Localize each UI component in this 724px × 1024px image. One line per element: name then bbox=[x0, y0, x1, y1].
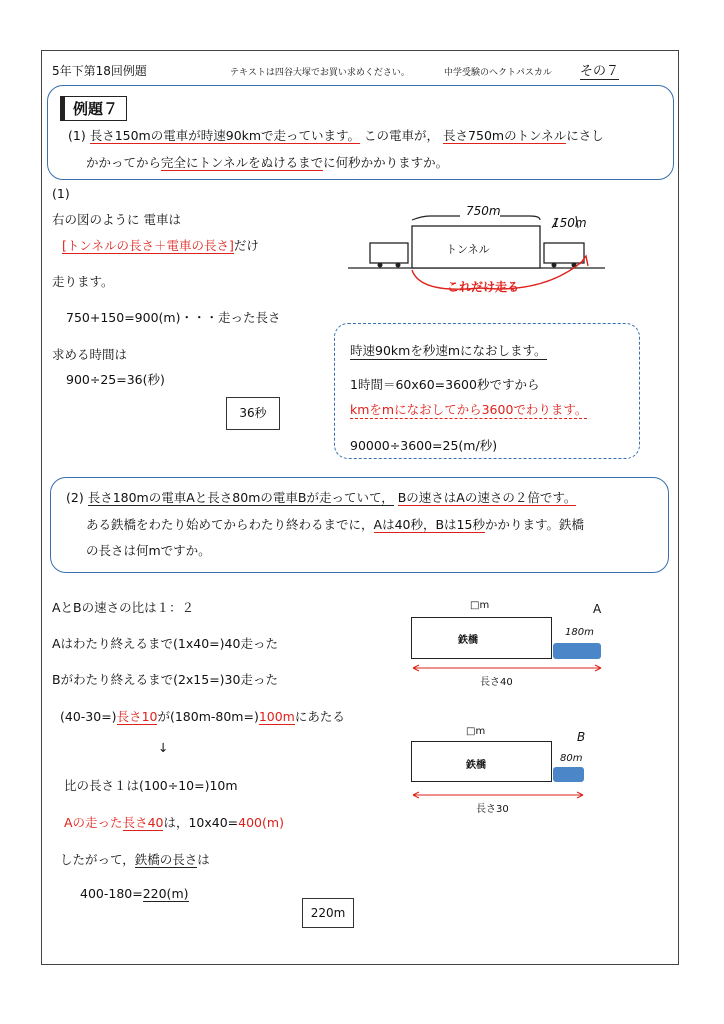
note-l2: 1時間＝60x60=3600秒ですから bbox=[350, 377, 540, 392]
train-b-length: 80m bbox=[560, 753, 583, 764]
sol2-l7b: 鉄橋の長さ bbox=[134, 852, 198, 867]
bridge-a-box-label: □m bbox=[470, 600, 490, 611]
sol2-l4e: にあたる bbox=[294, 709, 345, 724]
sol2-l2: Aはわたり終えるまで(1x40=)40走った bbox=[52, 636, 278, 651]
sol2-l8 bbox=[80, 886, 189, 901]
bridge-a-label: 鉄橋 bbox=[458, 635, 478, 646]
q1-text-end: にさし bbox=[566, 128, 604, 143]
sol2-l4a: (40-30=) bbox=[60, 709, 117, 724]
q1-text bbox=[68, 126, 604, 144]
q1-l2b: 完全にトンネルをぬけるまで bbox=[161, 155, 324, 170]
sol2-l7a: したがって， bbox=[60, 852, 135, 867]
tunnel-label: トンネル bbox=[446, 243, 490, 256]
q2-speed-ratio: Bの速さはAの速さの２倍です。 bbox=[397, 490, 577, 505]
train-a-bar bbox=[553, 643, 601, 659]
train-b-bar bbox=[553, 767, 584, 782]
note-l3: kmをmになおしてから3600でわります。 bbox=[350, 402, 588, 417]
sol1-l5: 求める時間は bbox=[52, 347, 128, 362]
train-length: 150m bbox=[552, 216, 587, 230]
sol2-l6a: Aの走った bbox=[64, 815, 123, 830]
q1-condition: 長さ150mの電車が時速90kmで走っています。 bbox=[89, 128, 361, 143]
sol2-l6b: 長さ40 bbox=[122, 815, 164, 830]
down-arrow: ↓ bbox=[158, 740, 169, 755]
q2-condition: 長さ180mの電車Aと長さ80mの電車Bが走っていて， bbox=[87, 490, 394, 505]
sol2-l5: 比の長さ１は(100÷10=)10m bbox=[64, 778, 238, 793]
tunnel-length: 750m bbox=[466, 204, 501, 218]
page-number: その７ bbox=[580, 60, 619, 80]
q1-l2c: に何秒かかりますか。 bbox=[323, 155, 449, 170]
sol2-l4d: 100m bbox=[258, 709, 295, 724]
sol2-answer: 220m bbox=[302, 898, 354, 928]
train-b-label: B bbox=[577, 730, 586, 744]
sol2-l7 bbox=[60, 850, 210, 868]
length-b-label: 長さ30 bbox=[476, 804, 509, 815]
bridge-a bbox=[411, 617, 552, 659]
q1-number: (1) bbox=[68, 128, 86, 143]
q1-l2a: かかってから bbox=[86, 155, 162, 170]
bridge-b-box-label: □m bbox=[466, 726, 486, 737]
sol1-l2-tail: だけ bbox=[233, 238, 259, 253]
header-note: テキストは四谷大塚でお買い求めください。 bbox=[230, 68, 410, 78]
q2-text bbox=[66, 488, 576, 506]
sol2-l8b: 220(m) bbox=[142, 886, 189, 901]
sol2-l1: AとBの速さの比は１：２ bbox=[52, 600, 195, 615]
sol1-l3: 走ります。 bbox=[52, 274, 114, 289]
sol2-l4c: が(180m-80m=) bbox=[157, 709, 259, 724]
train-a-length: 180m bbox=[565, 627, 594, 638]
sol2-l4b: 長さ10 bbox=[116, 709, 158, 724]
sol2-l6 bbox=[64, 813, 284, 831]
header-brand: 中学受験のヘクトパスカル bbox=[444, 68, 552, 78]
sol2-l6d: 400(m) bbox=[238, 815, 284, 830]
example-title: 例題７ bbox=[60, 96, 127, 121]
sol1-l2-red: [トンネルの長さ＋電車の長さ] bbox=[62, 238, 234, 253]
note-l1: 時速90kmを秒速mになおします。 bbox=[350, 343, 547, 358]
note-l4: 90000÷3600=25(m/秒) bbox=[350, 438, 498, 453]
q1-text-mid: この電車が， bbox=[364, 128, 440, 143]
sol1-l2 bbox=[62, 236, 259, 254]
lesson-title: 5年下第18回例題 bbox=[52, 64, 147, 78]
q2-text-line3: の長さは何mですか。 bbox=[86, 543, 211, 558]
q2-l2c: かかります。鉄橋 bbox=[484, 517, 584, 532]
train-a-label: A bbox=[593, 602, 602, 616]
sol2-l6c: は，10x40= bbox=[163, 815, 239, 830]
q2-l2a: ある鉄橋をわたり始めてからわたり終わるまでに， bbox=[86, 517, 374, 532]
tunnel-caption: これだけ走る bbox=[447, 280, 520, 294]
q2-l2b: Aは40秒，Bは15秒 bbox=[373, 517, 485, 532]
sol2-l8a: 400-180= bbox=[80, 886, 143, 901]
q1-tunnel: 長さ750mのトンネル bbox=[443, 128, 567, 143]
sol2-l4 bbox=[60, 707, 345, 725]
sol1-label: (1) bbox=[52, 186, 70, 201]
q2-text-line2 bbox=[86, 515, 584, 533]
bridge-b-label: 鉄橋 bbox=[466, 760, 486, 771]
q2-number: (2) bbox=[66, 490, 84, 505]
sol1-l1: 右の図のように 電車は bbox=[52, 212, 181, 227]
length-a-label: 長さ40 bbox=[480, 677, 513, 688]
sol1-l6: 900÷25=36(秒) bbox=[66, 372, 165, 387]
sol1-answer: 36秒 bbox=[226, 397, 280, 430]
sol1-l4: 750+150=900(m)・・・走った長さ bbox=[66, 310, 281, 325]
sol2-l7c: は bbox=[197, 852, 210, 867]
sol2-l3: Bがわたり終えるまで(2x15=)30走った bbox=[52, 672, 278, 687]
q1-text-line2 bbox=[86, 153, 448, 171]
